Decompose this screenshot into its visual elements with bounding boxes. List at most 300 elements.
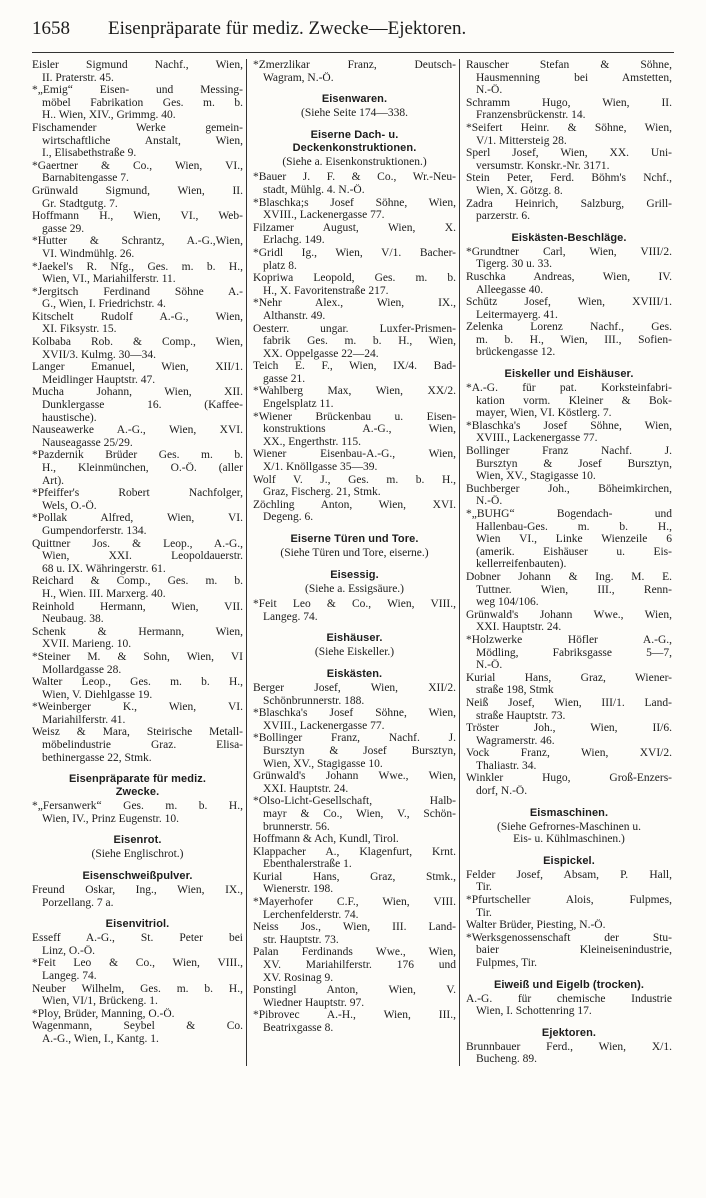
entry-line: Rauscher Stefan & Söhne, — [466, 59, 672, 71]
note-line: (Siehe a. Eisenkonstruktionen.) — [282, 155, 427, 168]
directory-entry — [253, 59, 456, 84]
directory-entry — [32, 449, 243, 487]
entry-line: Mucha Johann, Wien, XII. — [32, 386, 243, 399]
entry-line: Wien, VI/1, Brückeng. 1. — [42, 995, 158, 1008]
heading-line: Eiweiß und Eigelb (trocken). — [493, 978, 645, 991]
heading-line: Eishäuser. — [326, 632, 383, 645]
section-heading — [253, 129, 456, 155]
entry-line: Nauseagasse 25/29. — [42, 436, 133, 449]
section-heading — [466, 368, 672, 381]
entry-line: Tir. — [476, 881, 492, 894]
directory-entry — [466, 772, 672, 797]
directory-entry — [253, 921, 456, 946]
cross-reference — [466, 821, 672, 846]
note-line: Eis- u. Kühlmaschinen.) — [513, 833, 625, 846]
entry-line: Art). — [42, 474, 65, 487]
directory-entry — [32, 538, 243, 576]
entry-line: Ponstingl Anton, Wien, V. — [253, 984, 456, 997]
column-1 — [32, 59, 246, 1066]
entry-line: fabrik Ges. m. b. H., Wien, — [263, 335, 456, 348]
entry-line: *Zmerzlikar Franz, Deutsch- — [253, 59, 456, 71]
directory-entry — [253, 682, 456, 707]
entry-line: Ebenthalerstraße 1. — [263, 858, 352, 871]
entry-line: Erlachg. 149. — [263, 234, 325, 247]
entry-line: Mollardgasse 28. — [42, 663, 122, 676]
directory-entry — [253, 499, 456, 524]
entry-line: Wiener Eisenbau-A.-G., Wien, — [253, 448, 456, 461]
entry-line: bethinergasse 22, Stmk. — [42, 751, 152, 764]
heading-line: Eiskästen. — [326, 667, 383, 680]
entry-line: I., Elisabethstraße 9. — [42, 147, 137, 160]
section-heading — [466, 807, 672, 820]
entry-line: *Pazdernik Brüder Ges. m. b. — [32, 449, 243, 462]
entry-line: Leitermayerg. 41. — [476, 308, 558, 321]
heading-line: Eisessig. — [330, 568, 379, 581]
section-heading — [32, 918, 243, 931]
entry-line: *Olso-Licht-Gesellschaft, Halb- — [253, 795, 456, 808]
entry-line: parzerstr. 6. — [476, 210, 530, 223]
entry-line: brunnerstr. 56. — [263, 820, 330, 833]
cross-reference — [253, 583, 456, 596]
header-rule — [32, 52, 674, 53]
entry-line: A.-G. für chemische Industrie — [466, 992, 672, 1005]
directory-entry — [466, 722, 672, 747]
column-2 — [246, 59, 459, 1066]
heading-line: Ejektoren. — [541, 1026, 597, 1039]
directory-entry — [32, 160, 243, 185]
entry-line: Grünwald's Johann Wwe., Wien, — [253, 770, 456, 783]
directory-entry — [32, 651, 243, 676]
directory-entry — [32, 800, 243, 825]
directory-entry — [253, 984, 456, 1009]
directory-entry — [466, 59, 672, 97]
directory-entry — [466, 932, 672, 970]
entry-line: Quittner Jos. & Leop., A.-G., — [32, 537, 243, 550]
entry-line: Porzellang. 7 a. — [42, 896, 114, 909]
directory-entry — [253, 770, 456, 795]
entry-line: *Wiener Brückenbau u. Eisen- — [253, 410, 456, 423]
cross-reference — [253, 646, 456, 659]
entry-line: Filzamer August, Wien, X. — [253, 221, 456, 234]
entry-line: (amerik. Eishäuser u. Eis- — [476, 545, 672, 558]
entry-line: *Jergitsch Ferdinand Söhne A.- — [32, 285, 243, 298]
entry-line: Kopriwa Leopold, Ges. m. b. — [253, 272, 456, 285]
directory-entry — [466, 697, 672, 722]
directory-entry — [32, 1008, 243, 1021]
directory-entry — [32, 424, 243, 449]
entry-line: Bucheng. 89. — [476, 1053, 538, 1066]
entry-line: Wolf V. J., Ges. m. b. H., — [253, 473, 456, 486]
note-line: (Siehe Eiskeller.) — [314, 646, 395, 659]
entry-line: Wien VI., Linke Wienzeile 6 — [476, 533, 672, 546]
entry-line: Wien, IV., Prinz Eugenstr. 10. — [42, 812, 179, 825]
directory-entry — [466, 1041, 672, 1066]
directory-entry — [32, 1020, 243, 1045]
entry-line: Hoffmann & Ach, Kundl, Tirol. — [253, 833, 399, 846]
directory-entry — [466, 894, 672, 919]
column-3 — [459, 59, 672, 1066]
section-heading — [466, 979, 672, 992]
entry-line: straße 198, Stmk — [476, 684, 554, 697]
directory-entry — [466, 172, 672, 197]
entry-line: stadt, Mühlg. 4. N.-Ö. — [263, 183, 365, 196]
entry-line: Wien, V. Diehlgasse 19. — [42, 688, 153, 701]
entry-line: H.. Wien, XIV., Grimmg. 40. — [42, 109, 176, 122]
entry-line: Teich E. F., Wien, IX/4. Bad- — [253, 360, 456, 373]
entry-line: Klappacher A., Klagenfurt, Krnt. — [253, 845, 456, 858]
entry-line: *Wahlberg Max, Wien, XX/2. — [253, 385, 456, 398]
entry-line: Weisz & Mara, Steirische Metall- — [32, 726, 243, 739]
entry-line: *Mayerhofer C.F., Wien, VIII. — [253, 896, 456, 909]
note-line: (Siehe Gefrornes-Maschinen u. — [496, 820, 642, 833]
entry-line: Meidlinger Hauptstr. 47. — [42, 373, 156, 386]
entry-line: Tröster Joh., Wien, II/6. — [466, 722, 672, 735]
entry-line: Oesterr. ungar. Luxfer-Prismen- — [253, 322, 456, 335]
directory-entry — [32, 84, 243, 122]
directory-entry — [466, 508, 672, 571]
entry-line: Langeg. 74. — [263, 610, 318, 623]
entry-line: *Feit Leo & Co., Wien, VIII., — [253, 598, 456, 611]
entry-line: *Blaschka's Josef Söhne, Wien, — [466, 419, 672, 432]
entry-line: N.-Ö. — [476, 495, 503, 508]
directory-entry — [32, 235, 243, 260]
entry-line: Wagenmann, Seybel & Co. — [32, 1020, 243, 1033]
entry-line: Esseff A.-G., St. Peter bei — [32, 932, 243, 945]
directory-entry — [32, 626, 243, 651]
entry-line: Felder Josef, Absam, P. Hall, — [466, 868, 672, 881]
entry-line: *Bollinger Franz, Nachf. J. — [253, 732, 456, 745]
entry-line: *Pollak Alfred, Wien, VI. — [32, 512, 243, 525]
entry-line: Fischamender Werke gemein- — [32, 121, 243, 134]
entry-line: *Nehr Alex., Wien, IX., — [253, 297, 456, 310]
note-line: (Siehe Türen und Tore, eiserne.) — [280, 547, 429, 559]
entry-line: Neiß Josef, Wien, III/1. Land- — [466, 696, 672, 709]
cross-reference — [253, 547, 456, 560]
entry-line: VI. Windmühlg. 26. — [42, 247, 135, 260]
entry-line: Kurial Hans, Graz, Stmk., — [253, 870, 456, 883]
directory-entry — [466, 672, 672, 697]
directory-entry — [253, 846, 456, 871]
directory-entry — [32, 701, 243, 726]
entry-line: Neubaug. 38. — [42, 613, 104, 626]
entry-line: Fulpmes, Tir. — [476, 957, 538, 969]
entry-line: *A.-G. für pat. Korksteinfabri- — [466, 382, 672, 395]
entry-line: Brunnbauer Ferd., Wien, X/1. — [466, 1040, 672, 1053]
entry-line: konstruktions A.-G., Wien, — [263, 423, 456, 436]
section-heading — [253, 632, 456, 645]
entry-line: Hallenbau-Ges. m. b. H., — [476, 520, 672, 533]
entry-line: Wien, X. Götzg. 8. — [476, 184, 563, 197]
directory-entry — [466, 147, 672, 172]
directory-entry — [253, 297, 456, 322]
entry-line: *Weinberger K., Wien, VI. — [32, 701, 243, 714]
directory-entry — [32, 726, 243, 764]
heading-line: Eisenwaren. — [321, 93, 388, 106]
heading-line: Eisenvitriol. — [105, 918, 170, 931]
entry-line: Gumpendorferstr. 134. — [42, 524, 147, 537]
entry-line: XX., Engerthstr. 115. — [263, 435, 361, 448]
entry-line: Bursztyn & Josef Bursztyn, — [263, 744, 456, 757]
entry-line: H., Wien. III. Marxerg. 40. — [42, 587, 166, 600]
directory-entry — [32, 59, 243, 84]
entry-line: *Ploy, Brüder, Manning, O.-Ö. — [32, 1007, 175, 1020]
entry-line: Hoffmann H., Wien, VI., Web- — [32, 210, 243, 223]
directory-entry — [466, 97, 672, 122]
entry-line: kellerreifenbauten). — [476, 558, 567, 571]
directory-entry — [253, 197, 456, 222]
directory-entry — [32, 884, 243, 909]
entry-line: brückengasse 12. — [476, 346, 556, 359]
entry-line: N.-Ö. — [476, 659, 503, 672]
entry-line: Schönbrunnerstr. 188. — [263, 694, 365, 707]
directory-entry — [466, 122, 672, 147]
entry-line: X/1. Knöllgasse 35—39. — [263, 461, 378, 474]
directory-entry — [32, 336, 243, 361]
directory-entry — [466, 296, 672, 321]
entry-line: Schenk & Hermann, Wien, — [32, 625, 243, 638]
columns — [32, 59, 674, 1066]
entry-line: Wels, O.-Ö. — [42, 499, 97, 512]
entry-line: Degeng. 6. — [263, 511, 314, 524]
heading-line: Eiskeller und Eishäuser. — [504, 368, 634, 381]
entry-line: Zöchling Anton, Wien, XVI. — [253, 498, 456, 511]
entry-line: XI. Fiksystr. 15. — [42, 323, 117, 336]
entry-line: Reinhold Hermann, Wien, VII. — [32, 600, 243, 613]
entry-line: Walter Brüder, Piesting, N.-Ö. — [466, 919, 606, 932]
entry-line: *Blaschka's Josef Söhne, Wien, — [253, 707, 456, 720]
running-head: Eisenpräparate für mediz. Zwecke—Ejektoren. — [108, 18, 467, 39]
entry-line: *Pfurtscheller Alois, Fulpmes, — [466, 894, 672, 907]
entry-line: Alleegasse 40. — [476, 283, 544, 296]
entry-line: haustische). — [42, 411, 97, 424]
entry-line: XXI. Hauptstr. 24. — [263, 782, 349, 795]
entry-line: Linz, O.-Ö. — [42, 944, 96, 957]
entry-line: baier Kleineisenindustrie, — [476, 944, 672, 957]
entry-line: Langeg. 74. — [42, 970, 97, 982]
directory-entry — [32, 286, 243, 311]
entry-line: Freund Oskar, Ing., Wien, IX., — [32, 884, 243, 897]
directory-entry — [253, 732, 456, 770]
entry-line: XX. Oppelgasse 22—24. — [263, 347, 379, 360]
directory-entry — [253, 222, 456, 247]
directory-entry — [32, 185, 243, 210]
entry-line: XVII. Marieng. 10. — [42, 638, 132, 651]
entry-line: mayer, Wien, VI. Köstlerg. 7. — [476, 407, 612, 420]
entry-line: XV. Rosinag 9. — [263, 971, 334, 984]
entry-line: mayr & Co., Wien, V., Schön- — [263, 807, 456, 820]
entry-line: *Steiner M. & Sohn, Wien, VI — [32, 650, 243, 663]
directory-entry — [466, 321, 672, 359]
note-line: (Siehe Seite 174—338. — [301, 107, 408, 120]
entry-line: Sperl Josef, Wien, XX. Uni- — [466, 147, 672, 160]
entry-line: Lerchenfelderstr. 74. — [263, 908, 359, 921]
entry-line: Neiss Jos., Wien, III. Land- — [253, 921, 456, 934]
directory-entry — [32, 575, 243, 600]
heading-line: Eisenpräparate für mediz. — [69, 773, 206, 786]
entry-line: Althanstr. 49. — [263, 309, 326, 322]
section-heading — [253, 93, 456, 106]
entry-line: Schütz Josef, Wien, XVIII/1. — [466, 296, 672, 309]
entry-line: *Bauer J. F. & Co., Wr.-Neu- — [253, 171, 456, 184]
entry-line: Reichard & Comp., Ges. m. b. — [32, 575, 243, 588]
entry-line: *Seifert Heinr. & Söhne, Wien, — [466, 121, 672, 134]
directory-entry — [253, 474, 456, 499]
directory-entry — [253, 448, 456, 473]
entry-line: XVIII., Lackenergasse 77. — [476, 432, 598, 445]
entry-line: weg 104/106. — [476, 596, 539, 609]
entry-line: *Gridl Ig., Wien, V/1. Bacher- — [253, 246, 456, 259]
entry-line: H., X. Favoritenstraße 217. — [263, 284, 389, 297]
section-heading — [466, 232, 672, 245]
entry-line: Neuber Wilhelm, Ges. m. b. H., — [32, 982, 243, 995]
directory-entry — [253, 707, 456, 732]
directory-entry — [253, 833, 456, 846]
entry-line: dorf, N.-Ö. — [476, 785, 528, 798]
directory-entry — [253, 323, 456, 361]
directory-entry — [466, 747, 672, 772]
section-heading — [466, 855, 672, 868]
directory-entry — [466, 919, 672, 932]
entry-line: wirtschaftliche Anstalt, Wien, — [42, 134, 243, 147]
directory-entry — [253, 871, 456, 896]
directory-entry — [466, 571, 672, 609]
entry-line: Schramm Hugo, Wien, II. — [466, 96, 672, 109]
entry-line: Berger Josef, Wien, XII/2. — [253, 681, 456, 694]
entry-line: Dobner Johann & Ing. M. E. — [466, 570, 672, 583]
entry-line: platz 8. — [263, 259, 297, 272]
directory-entry — [253, 171, 456, 196]
entry-line: A.-G., Wien, I., Kantg. 1. — [42, 1032, 159, 1045]
entry-line: H., Kleinmünchen, O.-Ö. (aller — [42, 462, 243, 474]
directory-entry — [466, 483, 672, 508]
directory-entry — [32, 512, 243, 537]
directory-entry — [466, 869, 672, 894]
entry-line: Engelsplatz 11. — [263, 398, 334, 411]
directory-entry — [253, 247, 456, 272]
entry-line: *„BUHG“ Bogendach- und — [466, 508, 672, 520]
entry-line: *Pfeiffer's Robert Nachfolger, — [32, 487, 243, 500]
heading-line: Eiserne Türen und Tore. — [290, 533, 419, 545]
entry-line: Graz, Fischerg. 21, Stmk. — [263, 486, 381, 499]
entry-line: Wien, XV., Stagigasse 10. — [476, 470, 596, 483]
entry-line: *Grundtner Carl, Wien, VIII/2. — [466, 245, 672, 258]
directory-entry — [32, 210, 243, 235]
section-heading — [253, 533, 456, 546]
entry-line: *Jaekel's R. Nfg., Ges. m. b. H., — [32, 260, 243, 273]
entry-line: Tir. — [476, 906, 492, 919]
entry-line: m. b. H., Wien, III., Sofien- — [476, 333, 672, 346]
entry-line: G., Wien, I. Friedrichstr. 4. — [42, 298, 166, 311]
directory-entry — [32, 957, 243, 982]
cross-reference — [253, 156, 456, 169]
entry-line: XVII/3. Kulmg. 30—34. — [42, 348, 157, 361]
entry-line: Eisler Sigmund Nachf., Wien, — [32, 59, 243, 71]
entry-line: Tigerg. 30 u. 33. — [476, 258, 553, 271]
entry-line: V/1. Mittersteig 28. — [476, 134, 567, 147]
heading-line: Eisenrot. — [113, 834, 162, 847]
entry-line: Wagramerstr. 46. — [476, 734, 555, 747]
entry-line: Thaliastr. 34. — [476, 759, 537, 772]
directory-entry — [253, 795, 456, 833]
entry-line: *Werksgenossenschaft der Stu- — [466, 931, 672, 944]
entry-line: Mödling, Fabriksgasse 5—7, — [476, 646, 672, 659]
heading-line: Eiserne Dach- u. Deckenkonstruktionen. — [292, 128, 417, 154]
directory-entry — [466, 198, 672, 223]
entry-line: Tuttner. Wien, III., Renn- — [476, 583, 672, 596]
entry-line: möbelindustrie Graz. Elisa- — [42, 739, 243, 752]
entry-line: versumstr. Konskr.-Nr. 3171. — [476, 159, 610, 172]
entry-line: Vock Franz, Wien, XVI/2. — [466, 747, 672, 760]
directory-entry — [32, 311, 243, 336]
directory-entry — [32, 932, 243, 957]
section-heading — [32, 870, 243, 883]
entry-line: Grünwald Sigmund, Wien, II. — [32, 184, 243, 197]
entry-line: Zelenka Lorenz Nachf., Ges. — [466, 321, 672, 334]
entry-line: XVIII., Lackenergasse 77. — [263, 209, 385, 222]
entry-line: Kitschelt Rudolf A.-G., Wien, — [32, 310, 243, 323]
entry-line: Wien, I. Schottenring 17. — [476, 1005, 592, 1018]
directory-entry — [253, 385, 456, 410]
directory-entry — [466, 634, 672, 672]
entry-line: str. Hauptstr. 73. — [263, 933, 339, 946]
entry-line: *Holzwerke Höfler A.-G., — [466, 633, 672, 646]
entry-line: Zadra Heinrich, Salzburg, Grill- — [466, 197, 672, 210]
entry-line: Dunklergasse 16. (Kaffee- — [42, 399, 243, 412]
directory-entry — [466, 609, 672, 634]
entry-line: Stein Peter, Ferd. Böhm's Nchf., — [466, 172, 672, 185]
entry-line: *„Fersanwerk“ Ges. m. b. H., — [32, 800, 243, 813]
entry-line: *Hutter & Schrantz, A.-G.,Wien, — [32, 235, 243, 248]
heading-line: Eispickel. — [543, 854, 595, 867]
section-heading — [466, 1027, 672, 1040]
heading-line: Eismaschinen. — [529, 806, 609, 819]
directory-entry — [253, 1009, 456, 1034]
section-heading — [253, 668, 456, 681]
entry-line: Walter Leop., Ges. m. b. H., — [32, 676, 243, 689]
entry-line: Wien, XXI. Leopoldauerstr. — [42, 550, 243, 563]
entry-line: kation vorm. Kleiner & Bok- — [476, 394, 672, 407]
entry-line: N.-Ö. — [476, 84, 503, 97]
entry-line: *Pibrovec A.-H., Wien, III., — [253, 1009, 456, 1022]
entry-line: XV. Mariahilferstr. 176 und — [263, 959, 456, 972]
note-line: (Siehe a. Essigsäure.) — [305, 582, 404, 595]
directory-entry — [466, 271, 672, 296]
entry-line: Kurial Hans, Graz, Wiener- — [466, 671, 672, 684]
directory-entry — [253, 946, 456, 984]
entry-line: Winkler Hugo, Groß-Enzers- — [466, 772, 672, 785]
entry-line: Wien, XV., Stagigasse 10. — [263, 757, 383, 770]
directory-entry — [466, 445, 672, 483]
note-line: (Siehe Englischrot.) — [91, 848, 184, 861]
directory-entry — [466, 246, 672, 271]
entry-line: XXI. Hauptstr. 24. — [476, 621, 562, 634]
entry-line: *Feit Leo & Co., Wien, VIII., — [32, 957, 243, 970]
section-heading — [253, 569, 456, 582]
entry-line: *„Emig“ Eisen- und Messing- — [32, 84, 243, 97]
entry-line: gasse 21. — [263, 372, 306, 385]
page-number: 1658 — [32, 18, 70, 39]
entry-line: Barnabitengasse 7. — [42, 172, 129, 185]
entry-line: Wagram, N.-Ö. — [263, 71, 334, 84]
directory-entry — [32, 983, 243, 1008]
entry-line: Grünwald's Johann Wwe., Wien, — [466, 608, 672, 621]
cross-reference — [253, 107, 456, 120]
directory-entry — [466, 993, 672, 1018]
entry-line: Wienerstr. 198. — [263, 883, 334, 896]
entry-line: Bollinger Franz Nachf. J. — [466, 445, 672, 458]
entry-line: XVIII., Lackenergasse 77. — [263, 719, 385, 732]
entry-line: Palan Ferdinands Wwe., Wien, — [253, 946, 456, 959]
